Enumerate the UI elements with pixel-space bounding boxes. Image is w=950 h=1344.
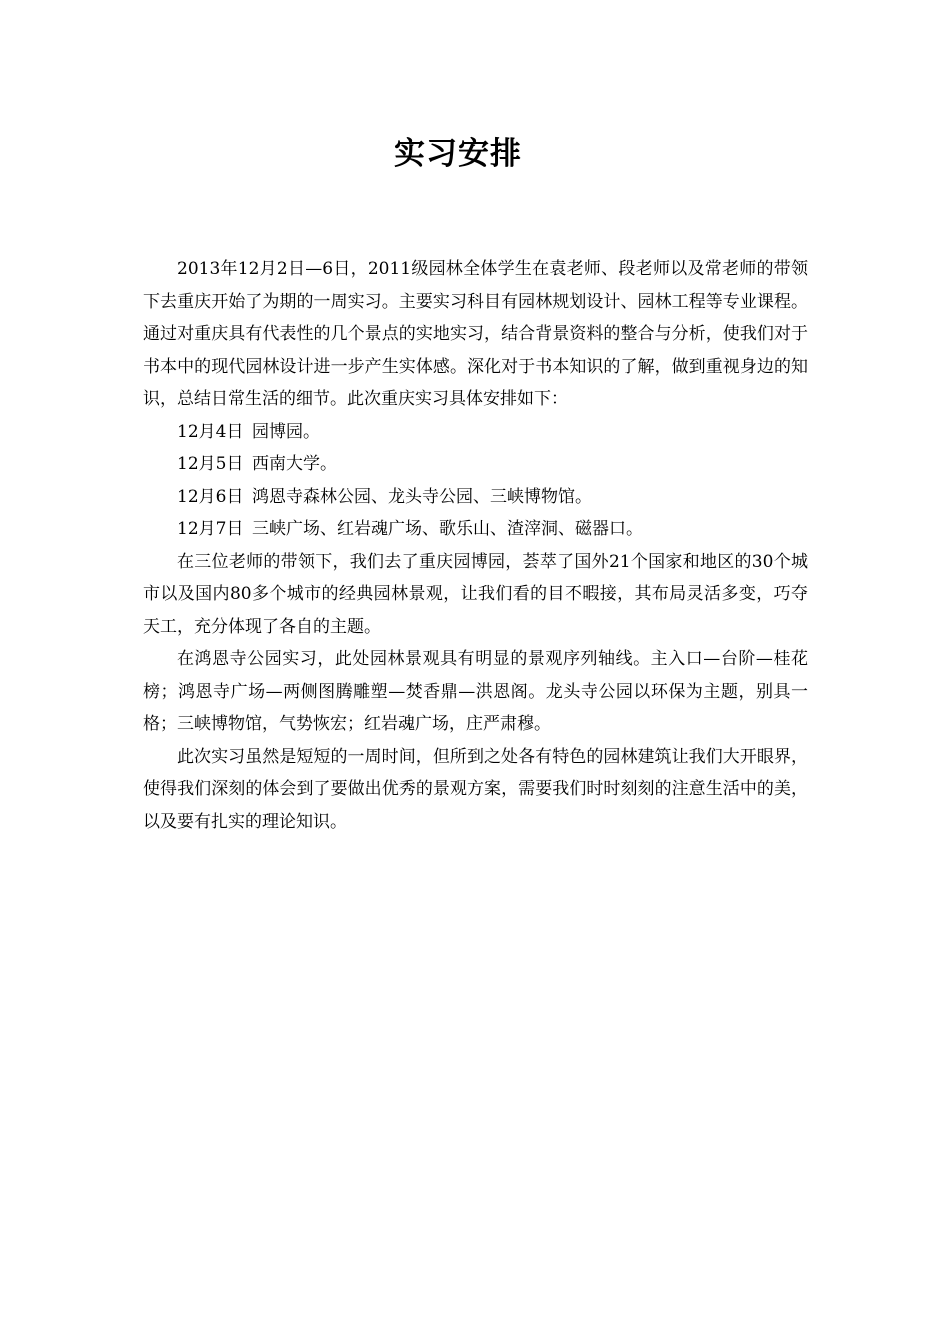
schedule-item [143,481,808,514]
schedule-item [143,448,808,481]
schedule-date: 12月5日 [177,454,244,474]
intro-paragraph: 2013年12月2日—6日，2011级园林全体学生在袁老师、段老师以及常老师的带领下去重庆开始了为期的一周实习。主要实习科目有园林规划设计、园林工程等专业课程。通过对重庆具有代表性的几个景点的实地实习，结合背景资料的整合与分析，使我们对于书本中的现代园林设计进一步产生实体感。深化对于书本知识的了解，做到重视身边的知识，总结日常生活的细节。此次重庆实习具体安排如下： [143,259,808,409]
schedule-date: 12月6日 [177,486,244,507]
schedule-date: 12月7日 [177,519,244,539]
body-paragraph: 在三位老师的带领下，我们去了重庆园博园，荟萃了国外21个国家和地区的30个城市以及国内80多个城市的经典园林景观，让我们看的目不暇接，其布局灵活多变，巧夺天工，充分体现了各自的主题。 [143,551,808,637]
schedule-item [143,416,808,449]
schedule-item [143,513,808,546]
schedule-place: 三峡广场、红岩魂广场、歌乐山、渣滓洞、磁器口。 [251,519,643,539]
document-body [143,253,808,838]
schedule-list [143,416,808,546]
schedule-place: 西南大学。 [251,454,337,474]
body-paragraph: 此次实习虽然是短短的一周时间，但所到之处各有特色的园林建筑让我们大开眼界，使得我们深刻的体会到了要做出优秀的景观方案，需要我们时时刻刻的注意生活中的美，以及要有扎实的理论知识。 [143,746,808,832]
page-title: 实习安排 [394,136,522,172]
schedule-place: 园博园。 [251,421,320,442]
schedule-place: 鸿恩寺森林公园、龙头寺公园、三峡博物馆。 [251,486,592,507]
body-paragraph: 在鸿恩寺公园实习，此处园林景观具有明显的景观序列轴线。主入口—台阶—桂花榜；鸿恩寺广场—两侧图腾雕塑—焚香鼎—洪恩阁。龙头寺公园以环保为主题，别具一格；三峡博物馆，气势恢宏；红岩魂广场，庄严肃穆。 [143,649,808,734]
schedule-date: 12月4日 [177,421,244,442]
